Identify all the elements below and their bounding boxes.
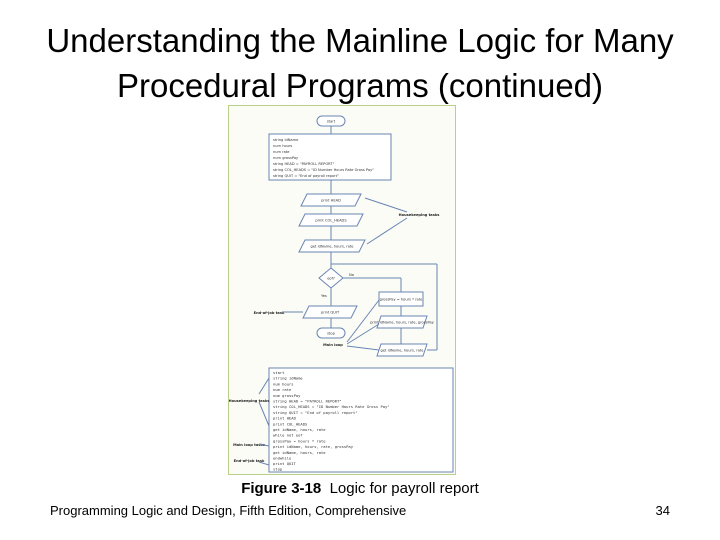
label-main-loop-tasks: Main loop <box>323 343 343 347</box>
declaration-line: num hours <box>273 144 293 148</box>
pseudocode-line: get idName, hours, rate <box>273 449 326 455</box>
caption-text: Logic for payroll report <box>329 480 479 497</box>
pseudocode-line: get idName, hours, rate <box>273 427 326 432</box>
flowchart-compute-label: grossPay = hours * rate <box>379 297 423 302</box>
label-housekeeping-tasks: Housekeeping tasks <box>398 213 440 217</box>
flowchart-yes-label: Yes <box>321 294 327 298</box>
slide-title <box>0 18 720 108</box>
slide-title-line1: Understanding the Mainline Logic for Many <box>46 22 674 59</box>
pseudocode-line: print HEAD <box>273 415 296 421</box>
pseudocode-box <box>269 368 453 472</box>
flowchart-get-again-label: get idName, hours, rate <box>380 348 424 353</box>
declaration-line: string COL_HEADS = "ID Number Hours Rate Gross Pay" <box>273 168 374 172</box>
pseudocode-line: string HEAD = "PAYROLL REPORT" <box>273 398 342 404</box>
flowchart-get-input-label: get idName, hours, rate <box>310 244 354 249</box>
pseudocode-line: print idName, hours, rate, grossPay <box>273 444 354 450</box>
pseudocode-line: string QUIT = "End of payroll report" <box>273 409 358 415</box>
flowchart-no-label: No <box>349 273 354 277</box>
pseudocode-line: stop <box>273 466 283 472</box>
pseudocode-line: num rate <box>273 387 292 393</box>
pseudocode-line: print QUIT <box>273 461 296 467</box>
pseudocode-line: string COL_HEADS = "ID Number Hours Rate Gross Pay" <box>273 404 390 410</box>
flowchart-print-head-label: print HEAD <box>321 198 341 203</box>
figure-caption <box>0 480 720 497</box>
pseudocode-line: start <box>273 370 285 375</box>
footer-text: Programming Logic and Design, Fifth Edition, Comprehensive <box>50 503 407 518</box>
pseudocode-line: print COL_HEADS <box>273 421 308 427</box>
flowchart-stop-label: stop <box>327 331 335 336</box>
pseudocode-line: string idName <box>273 375 303 381</box>
flowchart-decision-label: eof? <box>327 276 335 281</box>
declaration-line: string idName <box>273 138 299 142</box>
flowchart-figure <box>229 106 455 474</box>
declaration-line: num rate <box>273 150 290 154</box>
flowchart-print-quit-label: print QUIT <box>320 310 340 315</box>
pseudo-label-end-of-job: End-of-job task <box>233 459 265 463</box>
label-end-of-job-task: End-of-job task <box>253 311 285 315</box>
declaration-line: num grossPay <box>273 156 299 160</box>
flowchart-start-label: start <box>326 119 336 124</box>
figure-3-18 <box>228 105 456 475</box>
flowchart-print-col-heads-label: print COL_HEADS <box>315 218 347 223</box>
declaration-line: string QUIT = "End of payroll report" <box>273 174 339 178</box>
flowchart-print-detail-label: print idName, hours, rate, grossPay <box>370 320 434 325</box>
pseudocode-line: endwhile <box>273 455 292 461</box>
pseudocode-line: num grossPay <box>273 392 301 398</box>
pseudocode-line: grossPay = hours * rate <box>273 438 326 444</box>
pseudocode-line: num hours <box>273 381 294 387</box>
slide-title-line2: Procedural Programs (continued) <box>116 67 604 104</box>
pseudo-label-housekeeping: Housekeeping tasks <box>229 399 270 403</box>
caption-label: Figure 3-18 <box>241 480 322 497</box>
pseudo-label-main-loop: Main loop tasks <box>233 443 265 447</box>
page-number: 34 <box>655 503 670 518</box>
declaration-line: string HEAD = "PAYROLL REPORT" <box>273 162 335 166</box>
pseudocode-line: while not eof <box>273 432 303 438</box>
